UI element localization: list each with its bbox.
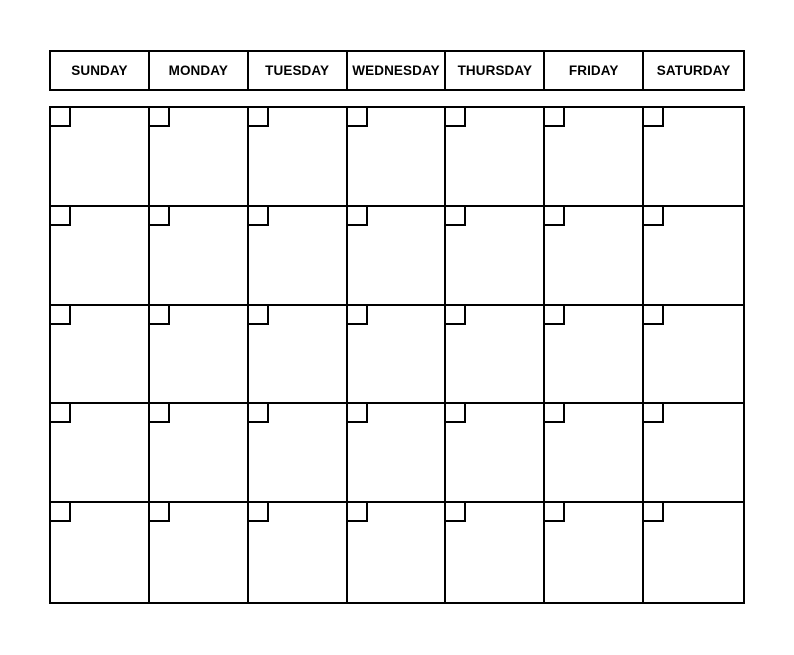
day-cell (150, 306, 249, 405)
day-cell (249, 503, 348, 602)
weekday-wednesday: WEDNESDAY (348, 52, 447, 89)
date-number-box (150, 207, 170, 226)
day-cell (348, 207, 447, 306)
date-number-box (348, 503, 368, 522)
day-cell (150, 207, 249, 306)
day-cell (348, 306, 447, 405)
date-number-box (51, 503, 71, 522)
weekday-header (49, 50, 745, 91)
day-cell (150, 404, 249, 503)
date-number-box (446, 404, 466, 423)
date-number-box (446, 207, 466, 226)
day-cell (150, 108, 249, 207)
date-number-box (150, 306, 170, 325)
date-number-box (348, 207, 368, 226)
day-cell (446, 108, 545, 207)
date-number-box (150, 503, 170, 522)
day-cell (150, 503, 249, 602)
date-number-box (51, 207, 71, 226)
day-cell (51, 108, 150, 207)
day-cell (249, 306, 348, 405)
date-number-box (51, 108, 71, 127)
day-cell (51, 503, 150, 602)
date-number-box (545, 108, 565, 127)
day-cell (348, 108, 447, 207)
day-cell (446, 306, 545, 405)
date-number-box (644, 108, 664, 127)
date-number-box (249, 207, 269, 226)
date-number-box (446, 306, 466, 325)
day-cell (644, 207, 743, 306)
date-number-box (644, 404, 664, 423)
day-cell (51, 404, 150, 503)
date-number-box (644, 207, 664, 226)
date-number-box (644, 503, 664, 522)
weekday-friday: FRIDAY (545, 52, 644, 89)
day-cell (644, 306, 743, 405)
date-number-box (51, 306, 71, 325)
date-number-box (644, 306, 664, 325)
day-cell (51, 306, 150, 405)
day-cell (545, 306, 644, 405)
date-number-box (249, 306, 269, 325)
day-cell (545, 404, 644, 503)
date-number-box (249, 404, 269, 423)
day-cell (446, 503, 545, 602)
day-cell (644, 108, 743, 207)
day-cell (446, 207, 545, 306)
weekday-thursday: THURSDAY (446, 52, 545, 89)
day-cell (348, 503, 447, 602)
weekday-sunday: SUNDAY (51, 52, 150, 89)
day-cell (545, 503, 644, 602)
date-number-box (545, 404, 565, 423)
date-number-box (545, 503, 565, 522)
day-cell (545, 108, 644, 207)
date-number-box (51, 404, 71, 423)
weekday-monday: MONDAY (150, 52, 249, 89)
date-number-box (150, 404, 170, 423)
date-number-box (348, 404, 368, 423)
weekday-tuesday: TUESDAY (249, 52, 348, 89)
date-number-box (545, 306, 565, 325)
day-cell (249, 207, 348, 306)
day-cell (348, 404, 447, 503)
day-cell (51, 207, 150, 306)
date-number-box (446, 108, 466, 127)
date-number-box (446, 503, 466, 522)
day-cell (249, 404, 348, 503)
weekday-saturday: SATURDAY (656, 63, 731, 78)
date-number-box (348, 108, 368, 127)
day-cell (249, 108, 348, 207)
date-number-box (249, 503, 269, 522)
date-number-box (150, 108, 170, 127)
day-cell (644, 503, 743, 602)
day-cell (446, 404, 545, 503)
date-number-box (545, 207, 565, 226)
date-number-box (249, 108, 269, 127)
calendar-grid (49, 106, 745, 604)
date-number-box (348, 306, 368, 325)
day-cell (644, 404, 743, 503)
day-cell (545, 207, 644, 306)
